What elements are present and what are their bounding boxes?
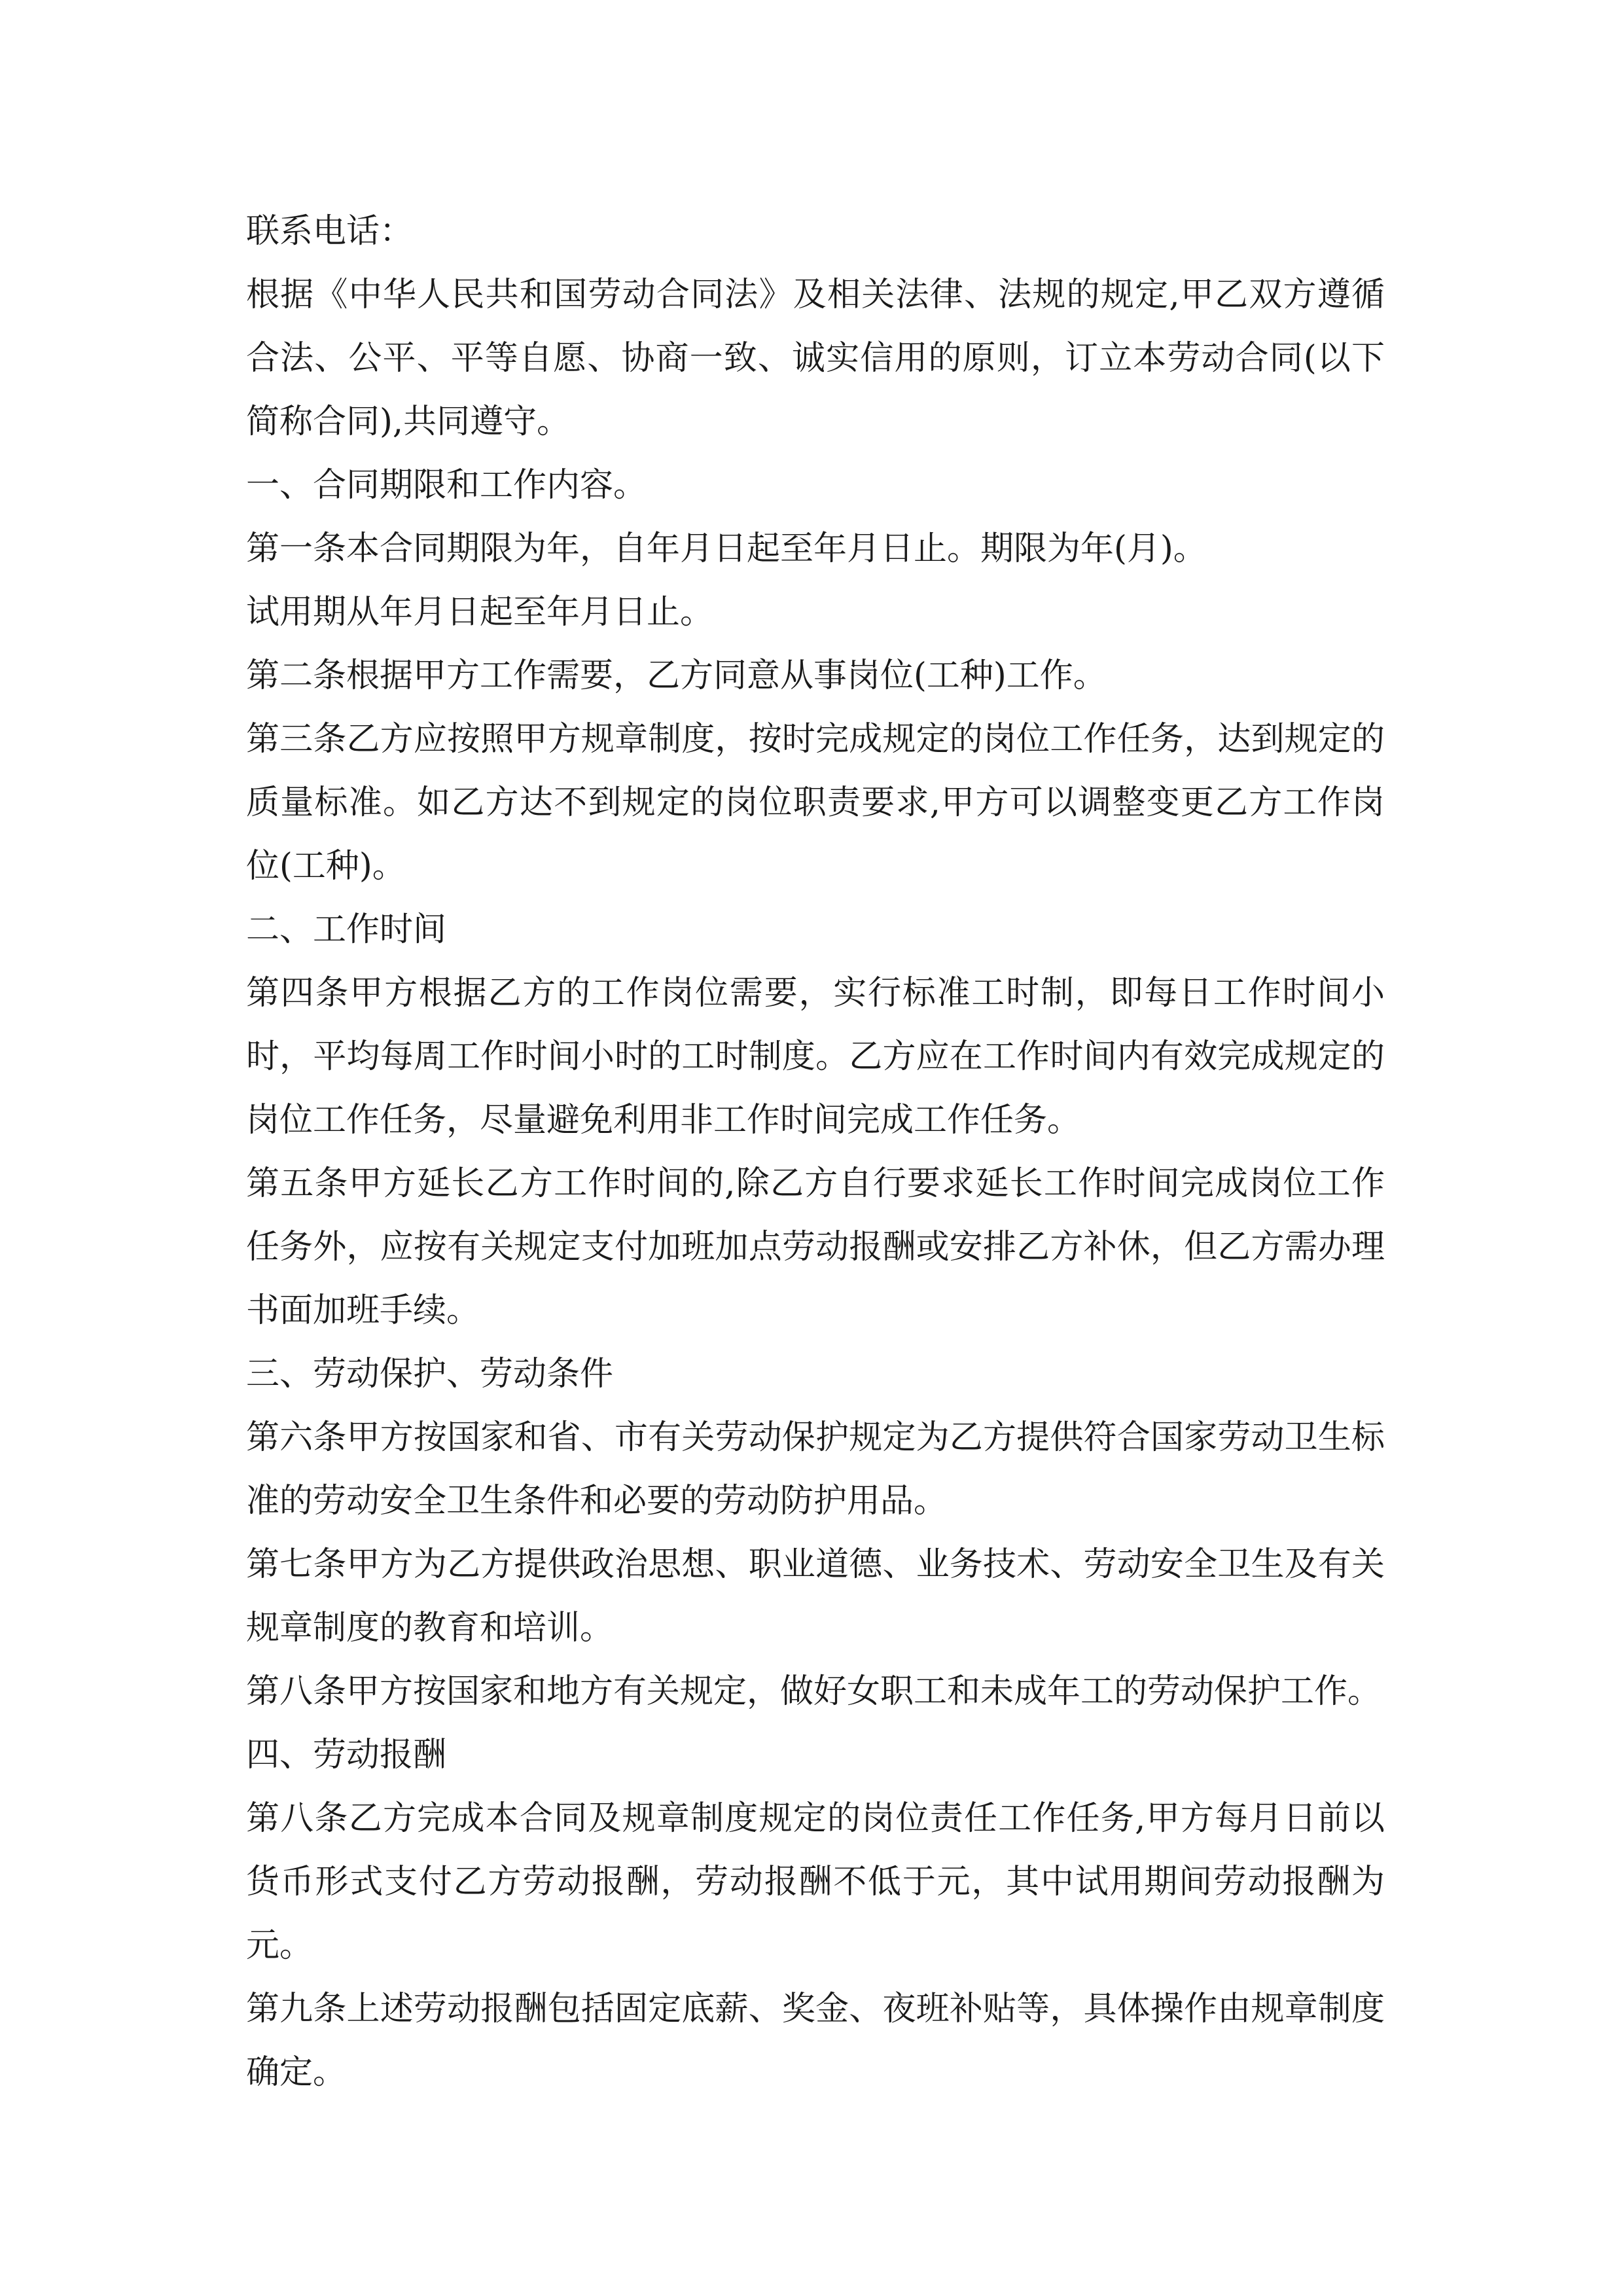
section-heading-term: 一、合同期限和工作内容。: [246, 466, 647, 505]
article-6-paragraph: 第六条甲方按国家和省、市有关劳动保护规定为乙方提供符合国家劳动卫生标准的劳动安全卫生条件和必要的劳动防护用品。: [246, 1418, 1385, 1520]
article-4-paragraph: 第四条甲方根据乙方的工作岗位需要，实行标准工时制，即每日工作时间小时，平均每周工作时间小时的工时制度。乙方应在工作时间内有效完成规定的岗位工作任务，尽量避免利用非工作时间完成工作任务。: [246, 974, 1385, 1139]
section-heading-protection: 三、劳动保护、劳动条件: [246, 1355, 614, 1393]
article-7-paragraph: 第七条甲方为乙方提供政治思想、职业道德、业务技术、劳动安全卫生及有关规章制度的教育和培训。: [246, 1545, 1385, 1647]
article-3-paragraph: 第三条乙方应按照甲方规章制度，按时完成规定的岗位工作任务，达到规定的质量标准。如乙方达不到规定的岗位职责要求,甲方可以调整变更乙方工作岗位(工种)。: [246, 720, 1385, 886]
preamble-paragraph: 根据《中华人民共和国劳动合同法》及相关法律、法规的规定,甲乙双方遵循合法、公平、平等自愿、协商一致、诚实信用的原则，订立本劳动合同(以下简称合同),共同遵守。: [246, 276, 1385, 441]
section-heading-hours: 二、工作时间: [246, 910, 447, 949]
article-8a-paragraph: 第八条甲方按国家和地方有关规定，做好女职工和未成年工的劳动保护工作。: [246, 1672, 1382, 1711]
article-2-paragraph: 第二条根据甲方工作需要，乙方同意从事岗位(工种)工作。: [246, 656, 1107, 695]
contact-phone-line: 联系电话：: [246, 212, 414, 251]
article-1-paragraph: 第一条本合同期限为年，自年月日起至年月日止。期限为年(月)。: [246, 529, 1207, 568]
section-heading-pay: 四、劳动报酬: [246, 1736, 447, 1774]
article-9-paragraph: 第九条上述劳动报酬包括固定底薪、奖金、夜班补贴等，具体操作由规章制度确定。: [246, 1990, 1385, 2092]
probation-paragraph: 试用期从年月日起至年月日止。: [246, 593, 714, 632]
document-body: [246, 200, 1385, 2104]
article-5-paragraph: 第五条甲方延长乙方工作时间的,除乙方自行要求延长工作时间完成岗位工作任务外，应按有关规定支付加班加点劳动报酬或安排乙方补休，但乙方需办理书面加班手续。: [246, 1164, 1385, 1330]
article-8b-paragraph: 第八条乙方完成本合同及规章制度规定的岗位责任工作任务,甲方每月日前以货币形式支付乙方劳动报酬，劳动报酬不低于元，其中试用期间劳动报酬为元。: [246, 1799, 1385, 1965]
